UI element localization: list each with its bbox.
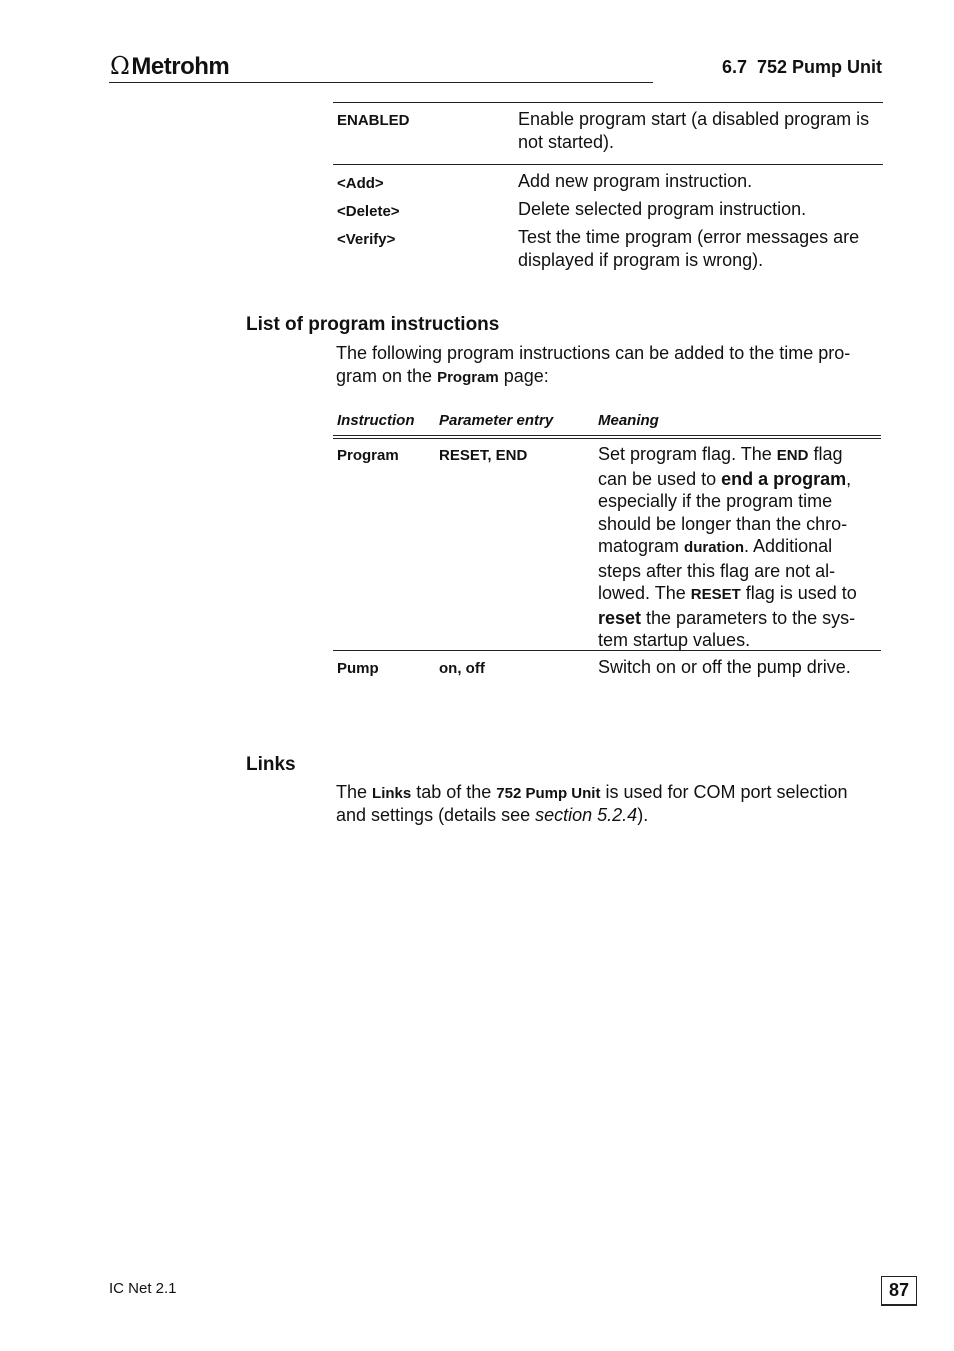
links-line-1: The Links tab of the 752 Pump Unit is used for COM port selection (336, 782, 848, 802)
row-divider (333, 650, 881, 651)
verify-desc: Test the time program (error messages are displayed if program is wrong). (518, 227, 860, 270)
delete-desc: Delete selected program instruction. (518, 199, 807, 219)
program-term: Program (437, 369, 499, 386)
metrohm-logo (110, 52, 229, 81)
section-reference: section 5.2.4 (535, 805, 638, 825)
col-header-instruction: Instruction (337, 412, 415, 429)
pump-parameter: on, off (439, 660, 485, 677)
pump-meaning: Switch on or off the pump drive. (598, 657, 851, 677)
footer-product: IC Net 2.1 (109, 1280, 177, 1297)
header-rule (109, 82, 653, 83)
header-double-rule (333, 435, 881, 439)
omega-logo-icon: Ω (110, 52, 130, 80)
verify-key: <Verify> (337, 231, 396, 248)
table-mid-rule (333, 164, 883, 165)
add-key: <Add> (337, 175, 384, 192)
section-title: 6.7 752 Pump Unit (721, 57, 882, 77)
program-meaning: Set program flag. The END flag can be used to end a program, especially if the program time should be longer than the chro- matogram duration. Additional steps after this flag are not al- lowed. The RESET flag is used to reset the parameters to the sys- tem startup values. (598, 444, 857, 650)
list-heading: List of program instructions (246, 314, 500, 335)
enabled-desc: Enable program start (a disabled program is not started). (518, 109, 870, 152)
add-desc: Add new program instruction. (518, 171, 753, 191)
delete-key: <Delete> (337, 203, 400, 220)
pump-instruction: Pump (337, 660, 379, 677)
page-number: 87 (881, 1276, 917, 1306)
logo-text: Metrohm (131, 53, 230, 80)
list-intro-line-1: The following program instructions can be added to the time pro- (336, 343, 851, 363)
program-instruction: Program (337, 447, 399, 464)
links-line-2: and settings (details see section 5.2.4). (336, 805, 649, 825)
program-parameter: RESET, END (439, 447, 528, 464)
enabled-key: ENABLED (337, 112, 410, 129)
col-header-meaning: Meaning (598, 412, 659, 429)
col-header-parameter: Parameter entry (439, 412, 554, 429)
table-top-rule (333, 102, 883, 103)
list-intro-line-2: gram on the Program page: (336, 366, 549, 386)
links-heading: Links (246, 754, 296, 775)
